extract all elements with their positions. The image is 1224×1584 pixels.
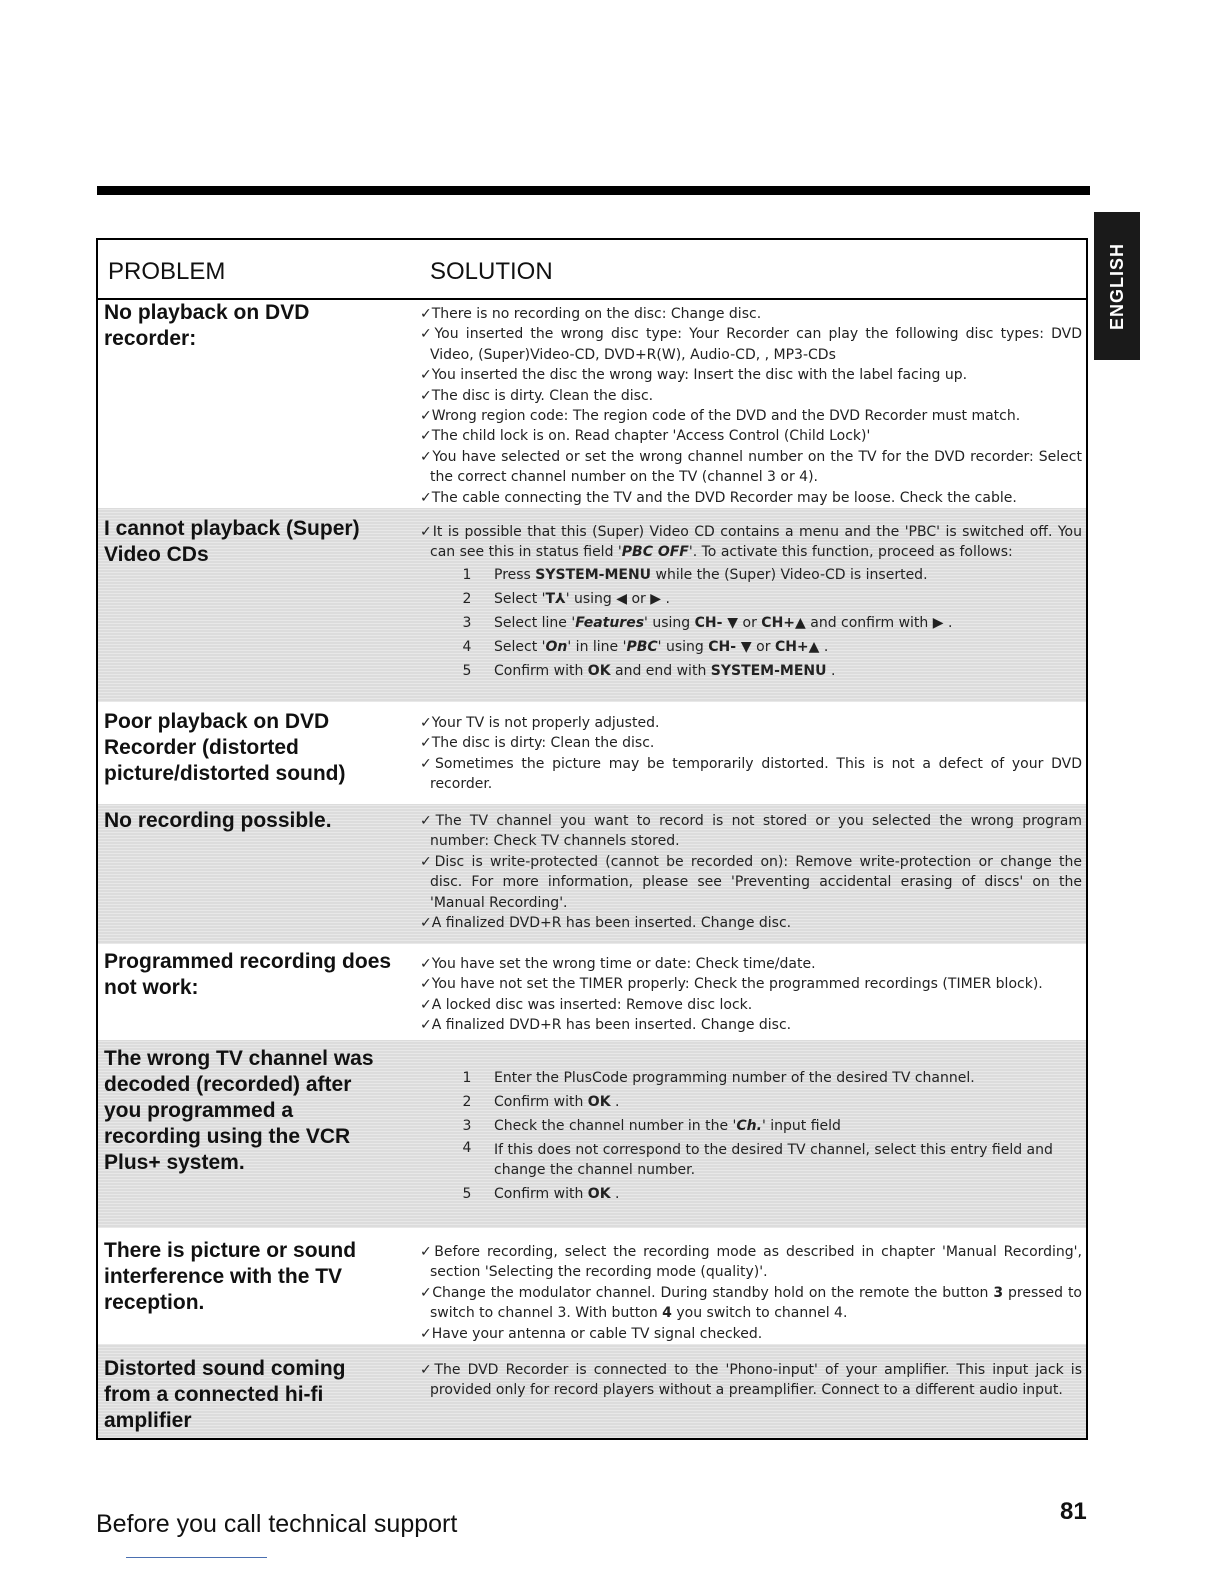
solution-item: ✓Your TV is not properly adjusted.	[420, 715, 660, 731]
solution-item: ✓A locked disc was inserted: Remove disc lock.	[420, 996, 753, 1013]
solution-cell	[420, 1360, 1082, 1401]
solution-item: ✓The DVD Recorder is connected to the 'Phono-input' of your amplifier. This input jack is provided only for record players without a preamplifier. Connect to a different audio input.	[420, 1362, 1082, 1399]
table-row	[98, 508, 1086, 702]
step-item: 2 Select 'T⅄' using ◀ or ▶ .	[462, 590, 670, 607]
problem-cell: I cannot playback (Super) Video CDs	[104, 517, 360, 566]
solution-item: ✓A finalized DVD+R has been inserted. Change disc.	[420, 915, 792, 932]
solution-item: ✓You inserted the wrong disc type: Your Recorder can play the following disc types: DVD Video, (Super)Video-CD, DVD+R(W), Audio-CD, , MP3-CDs	[420, 326, 1082, 363]
solution-item: ✓You have not set the TIMER properly: Check the programmed recordings (TIMER block).	[420, 976, 1043, 993]
problem-cell: Programmed recording does not work:	[104, 950, 392, 999]
step-item: 4 If this does not correspond to the desired TV channel, select this entry field and change the channel number.	[462, 1140, 1053, 1178]
solution-cell	[420, 1066, 1082, 1206]
step-list	[420, 1066, 1082, 1206]
step-item: 1 Press SYSTEM-MENU while the (Super) Video-CD is inserted.	[462, 566, 928, 583]
solution-cell	[420, 811, 1082, 933]
table-row	[98, 1344, 1086, 1438]
step-item: 2 Confirm with OK .	[462, 1094, 620, 1110]
solution-item: ✓The child lock is on. Read chapter 'Access Control (Child Lock)'	[420, 428, 871, 445]
footer-rule	[126, 1557, 267, 1558]
solution-item: ✓You have selected or set the wrong channel number on the TV for the DVD recorder: Select the correct channel number on the TV (channel 3 or 4).	[420, 448, 1082, 486]
solution-item: ✓Disc is write-protected (cannot be recorded on): Remove write-protection or change the disc. For more information, please see 'Preventing accidental erasing of discs' on the 'Manual Recording'.	[420, 853, 1082, 911]
section-title: Before you call technical support	[96, 1510, 458, 1538]
table-header	[98, 240, 1086, 300]
solution-item: ✓Wrong region code: The region code of the DVD and the DVD Recorder must match.	[420, 408, 1021, 425]
step-item: 3 Check the channel number in the 'Ch.' input field	[462, 1118, 841, 1134]
solution-item: ✓Change the modulator channel. During standby hold on the remote the button 3 pressed to switch to channel 3. With button 4 you switch to channel 4.	[420, 1284, 1082, 1322]
language-tab	[1094, 212, 1140, 360]
solution-cell	[420, 304, 1082, 508]
solution-item: ✓You inserted the disc the wrong way: Insert the disc with the label facing up.	[420, 367, 968, 384]
solution-item: ✓The TV channel you want to record is not stored or you selected the wrong program number: Check TV channels stored.	[420, 813, 1082, 850]
problem-cell: No recording possible.	[104, 809, 332, 832]
step-item: 4 Select 'On' in line 'PBC' using CH- ▼ or CH+▲ .	[462, 638, 829, 655]
solution-item: ✓The cable connecting the TV and the DVD Recorder may be loose. Check the cable.	[420, 489, 1017, 506]
table-row	[98, 1040, 1086, 1228]
problem-cell: The wrong TV channel was decoded (recorded) after you programmed a recording using the VCR Plus+ system.	[104, 1047, 374, 1174]
solution-item: ✓The disc is dirty. Clean the disc.	[420, 387, 654, 404]
problem-cell: Distorted sound coming from a connected hi-fi amplifier	[104, 1357, 346, 1432]
table-row	[98, 1228, 1086, 1344]
step-item: 5 Confirm with OK .	[462, 1186, 620, 1202]
solution-item: ✓It is possible that this (Super) Video CD contains a menu and the 'PBC' is switched off. You can see this in status field 'PBC OFF'. To activate this function, proceed as follows:	[420, 524, 1082, 561]
problem-cell: Poor playback on DVD Recorder (distorted picture/distorted sound)	[104, 710, 346, 785]
solution-cell	[420, 713, 1082, 795]
table-row	[98, 804, 1086, 944]
solution-cell	[420, 1242, 1082, 1344]
solution-cell	[420, 954, 1082, 1036]
table-row	[98, 300, 1086, 508]
table-row	[98, 702, 1086, 804]
language-tab-label: ENGLISH	[1106, 242, 1127, 330]
solution-item: ✓Have your antenna or cable TV signal checked.	[420, 1325, 763, 1342]
problem-column-header: PROBLEM	[108, 258, 226, 285]
solution-item: ✓There is no recording on the disc: Change disc.	[420, 306, 762, 322]
step-item: 1 Enter the PlusCode programming number of the desired TV channel.	[462, 1070, 975, 1086]
solution-column-header: SOLUTION	[430, 258, 553, 285]
troubleshooting-table	[96, 238, 1088, 1440]
solution-item: ✓The disc is dirty: Clean the disc.	[420, 735, 655, 752]
problem-cell: No playback on DVD recorder:	[104, 301, 310, 350]
top-rule	[97, 186, 1090, 195]
solution-item: ✓Before recording, select the recording mode as described in chapter 'Manual Recording', section 'Selecting the recording mode (quality)'.	[420, 1244, 1082, 1281]
problem-cell: There is picture or sound interference with the TV reception.	[104, 1239, 357, 1314]
solution-item: ✓A finalized DVD+R has been inserted. Change disc.	[420, 1017, 792, 1034]
solution-item: ✓Sometimes the picture may be temporarily distorted. This is not a defect of your DVD recorder.	[420, 755, 1082, 793]
solution-cell	[420, 522, 1082, 683]
solution-item: ✓You have set the wrong time or date: Check time/date.	[420, 956, 816, 972]
page-number: 81	[1060, 1498, 1087, 1525]
step-list	[420, 563, 1082, 683]
step-item: 5 Confirm with OK and end with SYSTEM-MENU .	[462, 662, 836, 679]
step-item: 3 Select line 'Features' using CH- ▼ or CH+▲ and confirm with ▶ .	[462, 614, 953, 631]
table-row	[98, 944, 1086, 1040]
